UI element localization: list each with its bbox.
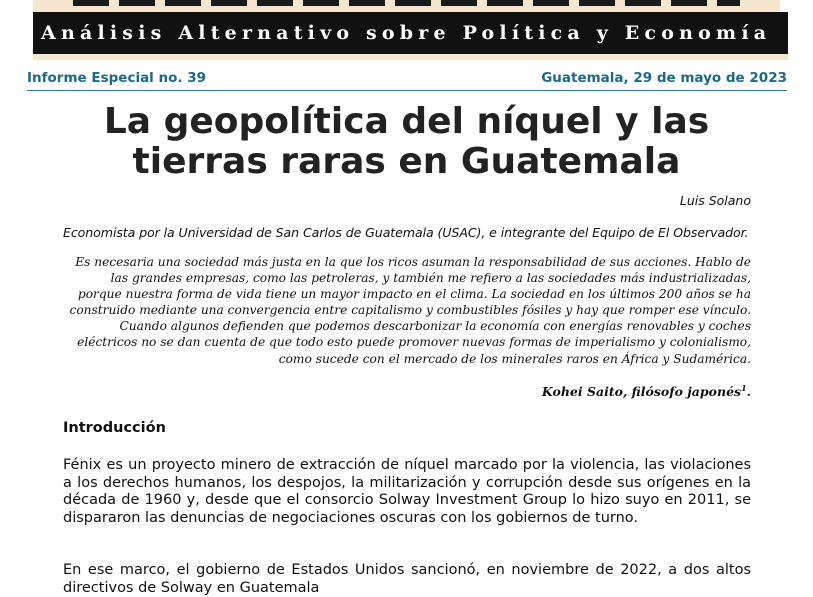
masthead-logo-fragment (73, 0, 740, 6)
section-heading: Introducción (63, 420, 166, 436)
author-affiliation: Economista por la Universidad de San Carlos de Guatemala (USAC), e integrante del Equipo de El Observador. (63, 225, 749, 240)
article-title: La geopolítica del níquel y las tierras raras en Guatemala (103, 101, 710, 182)
masthead-subtitle: Análisis Alternativo sobre Política y Economía (41, 22, 772, 44)
footnote-marker[interactable]: 1 (741, 383, 747, 393)
epigraph-source: Kohei Saito, filósofo japonés$^1$. (541, 383, 751, 400)
article-author: Luis Solano (679, 193, 751, 208)
body-paragraph: Fénix es un proyecto minero de extracción de níquel marcado por la violencia, las violaciones a los derechos humanos, los despojos, la militarización y corrupción desde sus orígenes en la década de 1960 y, desde que el consorcio Solway Investment Group lo hizo suyo en 2011, se dispararon las denuncias de negociaciones oscuras con los gobiernos de turno. (63, 457, 751, 527)
report-issue: Informe Especial no. 39 (27, 70, 207, 86)
body-paragraph: En ese marco, el gobierno de Estados Unidos sancionó, en noviembre de 2022, a dos altos directivos de Solway en Guatemala (63, 562, 751, 596)
epigraph-quote: Es necesaria una sociedad más justa en la que los ricos asuman la responsabilidad de sus acciones. Hablo de las grandes empresas, como las petroleras, y también me refiero a las sociedades más industrializadas, porque nuestra forma de vida tiene un mayor impacto en el clima. La sociedad en los últimos 200 años se ha construido mediante una convergencia entre capitalismo y combustibles fósiles y hay que romper ese vínculo. Cuando algunos defienden que podemos descarbonizar la economía con energías renovables y coches eléctricos no se dan cuenta de que todo esto puede promover nuevas formas de imperialismo y colonialismo, como sucede con el mercado de los minerales raros en África y Sudamérica. (69, 255, 751, 366)
masthead-banner (33, 12, 788, 60)
report-info-line (27, 70, 787, 91)
masthead-logo-strip (33, 0, 780, 12)
report-place-date: Guatemala, 29 de mayo de 2023 (541, 70, 787, 86)
epigraph-source-text: Kohei Saito, filósofo japonés (541, 384, 742, 400)
